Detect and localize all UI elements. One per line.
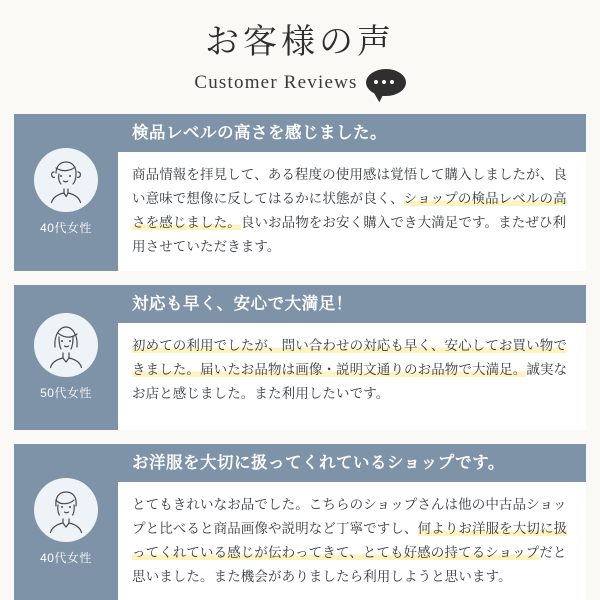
review-body-text-1: とてもきれいなお品でした。こちらのショップさんは他の中古品ショップと比べると商品画像や説明など丁寧ですし、 xyxy=(132,497,567,537)
review-body-text-2: 誠実なお店と感じました。また利用したいです。 xyxy=(132,362,568,402)
review-card xyxy=(14,444,586,600)
review-list xyxy=(14,114,586,600)
reviewer-profile xyxy=(14,285,118,430)
review-body xyxy=(118,482,586,600)
review-body-highlight: 何よりお洋服を大切に扱ってくれている感じが伝わってきて、とても好感の持てるショップ xyxy=(132,521,568,561)
review-body-text-2: だと思いました。また機会がありましたら利用しようと思います。 xyxy=(132,545,567,585)
review-body-text-2: 良いお品物をお安く購入でき大満足です。またぜひ利用させていただきます。 xyxy=(132,214,567,254)
reviewer-age-label: 40代女性 xyxy=(40,551,92,566)
reviewer-profile xyxy=(14,444,118,600)
review-content xyxy=(118,285,586,430)
review-body-highlight: 初めての利用でしたが、問い合わせの対応も早く、安心してお買い物できました。届いたお品物は画像・説明文通りのお品物で大満足。 xyxy=(132,338,567,378)
speech-bubble-icon xyxy=(366,69,406,98)
review-card xyxy=(14,285,586,430)
page-header xyxy=(14,0,586,98)
woman-short-hair-avatar xyxy=(34,148,98,212)
review-body-text-1: 商品情報を拝見して、ある程度の使用感は覚悟して購入しましたが、良い意味で想像に反してはるかに状態が良く、 xyxy=(132,166,567,206)
review-title: 検品レベルの高さを感じました。 xyxy=(118,114,586,152)
review-body xyxy=(118,152,586,271)
review-body xyxy=(118,323,586,430)
review-content xyxy=(118,114,586,272)
page-subtitle-row xyxy=(14,69,586,98)
page-subtitle: Customer Reviews xyxy=(194,72,358,93)
review-title: お洋服を大切に扱ってくれているショップです。 xyxy=(118,444,586,482)
reviewer-age-label: 50代女性 xyxy=(40,386,92,400)
woman-wavy-hair-avatar xyxy=(34,478,98,542)
review-card xyxy=(14,114,586,272)
review-content xyxy=(118,444,586,600)
page-title: お客様の声 xyxy=(205,24,395,61)
reviewer-profile xyxy=(14,114,118,272)
woman-bob-hair-avatar xyxy=(34,313,98,377)
reviewer-age-label: 40代女性 xyxy=(40,220,92,235)
review-title: 対応も早く、安心で大満足！ xyxy=(118,285,586,323)
review-body-highlight: ショップの検品レベルの高さを感じました。 xyxy=(132,190,567,230)
